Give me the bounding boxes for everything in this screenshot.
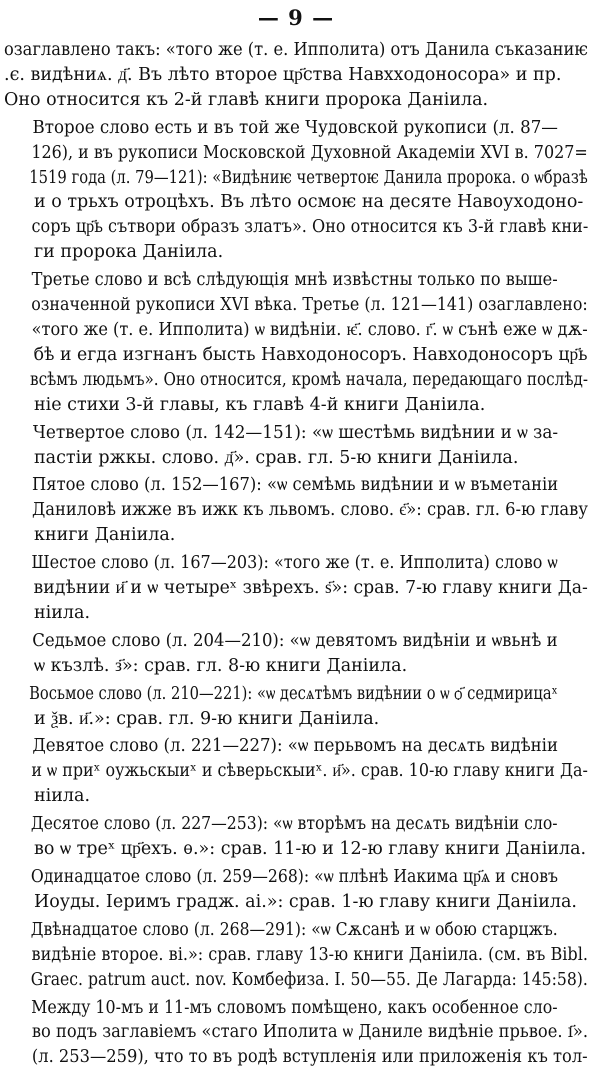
paragraph	[4, 812, 588, 862]
text-line: ги пророка Даніила.	[34, 242, 224, 263]
text-line: ніе стихи 3-й главы, къ главѣ 4-й книги Даніила.	[34, 394, 486, 415]
text-line: бѣ и егда изгнанъ бысть Навходоносоръ. Навходоносоръ цр҃ь	[33, 344, 588, 365]
text-line: и о трьхъ отроцѣхъ. Въ лѣто осмоѥ на десяте Навоуходоно-	[34, 192, 584, 213]
text-line: Между 10-мъ и 11-мъ словомъ помѣщено, какъ особенное сло-	[31, 997, 558, 1018]
paragraph	[4, 865, 588, 915]
text-line: пастіи ржкы. слово. д҃». срав. гл. 5-ю книги Даніила.	[34, 447, 519, 468]
page-body	[4, 38, 588, 1070]
text-line: Восьмое слово (л. 210—221): «ѡ десѧтѣмъ видѣнии о ѡ ѻ҃ седмирицаˣ	[29, 683, 558, 704]
text-line: (л. 253—259), что то въ родѣ вступленія или приложенія къ тол-	[31, 1047, 588, 1068]
text-line: Двѣнадцатое слово (л. 268—291): «ѡ Сѫсанѣ и ѡ обою старцжъ.	[30, 919, 558, 940]
text-line: Пятое слово (л. 152—167): «ѡ семѣмь видѣнии и ѡ въметаніи	[32, 475, 558, 496]
paragraph	[4, 268, 588, 417]
paragraph	[4, 918, 588, 993]
text-line: означенной рукописи XVI вѣка. Третье (л. 121—141) озаглавлено:	[31, 295, 588, 316]
text-line: «того же (т. е. Ипполита) ѡ видѣніи. ѥ҃. слово. г҃. ѡ сънѣ еже ѡ дѫ-	[31, 319, 588, 340]
text-line: видѣніе второе. ві.»: срав. главу 13-ю книги Даніила. (см. въ Bibl.	[31, 944, 588, 965]
book-page	[4, 0, 588, 1073]
text-line: озаглавлено такъ: «того же (т. е. Ипполита) отъ Данила съказаниѥ	[4, 40, 588, 60]
text-line: видѣнии и҃ и ѡ четыреˣ звѣрехъ. ѕ҃»: срав. 7-ю главу книги Да-	[33, 578, 588, 599]
text-line: и ѯв. и҃.»: срав. гл. 9-ю книги Даніила.	[34, 708, 380, 729]
text-line: соръ цр҃ь сътвори образъ златъ». Оно относится къ 3-й главѣ кни-	[31, 217, 588, 238]
text-line: ніила.	[34, 602, 91, 623]
paragraph	[4, 473, 588, 548]
text-line: Даниловѣ ижже въ ижк къ львомъ. слово. є҃»: срав. гл. 6-ю главу	[31, 500, 588, 521]
text-line: всѣмъ людьмъ». Оно относится, кромѣ начала, передающаго послѣд-	[30, 369, 588, 390]
text-line: книги Даніила.	[34, 525, 176, 546]
text-line: .є. видѣниѧ. д҃. Въ лѣто второе цр҃ства Навхходоносора» и пр.	[4, 64, 562, 85]
text-line: 126), и въ рукописи Московской Духовной Академіи XVI в. 7027=	[31, 142, 588, 163]
text-line: и ѡ приˣ оужьскыиˣ и сѣверьскыиˣ. и҃». срав. 10-ю главу книги Да-	[31, 761, 588, 782]
text-line: Второе слово есть и въ той же Чудовской рукописи (л. 87—	[32, 117, 558, 138]
text-line: Иоуды. Іеримъ градж. аі.»: срав. 1-ю главу книги Даніила.	[34, 891, 577, 912]
page-number: — 9 —	[257, 5, 335, 30]
text-line: Graec. patrum auct. nov. Комбефиза. I. 50—55. Де Лагарда: 145:58).	[30, 969, 588, 990]
text-line: Шестое слово (л. 167—203): «того же (т. е. Ипполита) слово ѡ	[31, 553, 558, 574]
text-line: 1519 года (л. 79—121): «Видѣниѥ четвертоѥ Данила пророка. о ѡбразѣ	[29, 167, 588, 188]
text-line: Десятое слово (л. 227—253): «ѡ вторѣмъ на десѧть видѣніи сло-	[30, 814, 558, 835]
text-line: Оно относится къ 2-й главѣ книги пророка Даніила.	[4, 89, 489, 110]
text-line: Одинадцатое слово (л. 259—268): «ѡ плѣнѣ Иакима цр҃ѧ и сновъ	[30, 867, 559, 887]
paragraph	[4, 421, 588, 471]
paragraph	[4, 996, 588, 1071]
paragraph	[4, 116, 588, 265]
text-line: во подъ заглавіемъ «стаго Иполита ѡ Даниле видѣніе прьвое. ı҃».	[31, 1022, 588, 1043]
paragraph	[4, 734, 588, 809]
paragraph	[4, 629, 588, 679]
text-line: Четвертое слово (л. 142—151): «ѡ шестѣмь видѣнии и ѡ за-	[32, 422, 558, 443]
text-line: во ѡ треˣ цр҃ехъ. ѳ.»: срав. 11-ю и 12-ю главу книги Даніила.	[34, 839, 587, 860]
text-line: ніила.	[34, 786, 91, 807]
text-line: Третье слово и всѣ слѣдующія мнѣ извѣстны только по выше-	[31, 270, 558, 291]
text-line: ѡ къзлѣ. з҃»: срав. гл. 8-ю книги Даніила.	[34, 655, 408, 676]
text-line: Седьмое слово (л. 204—210): «ѡ девятомъ видѣніи и ѡвьнѣ и	[32, 630, 558, 651]
paragraph	[4, 682, 588, 732]
paragraph	[4, 38, 588, 113]
paragraph	[4, 551, 588, 626]
text-line: Девятое слово (л. 221—227): «ѡ пеpьвомъ на десѧть видѣніи	[32, 736, 558, 757]
